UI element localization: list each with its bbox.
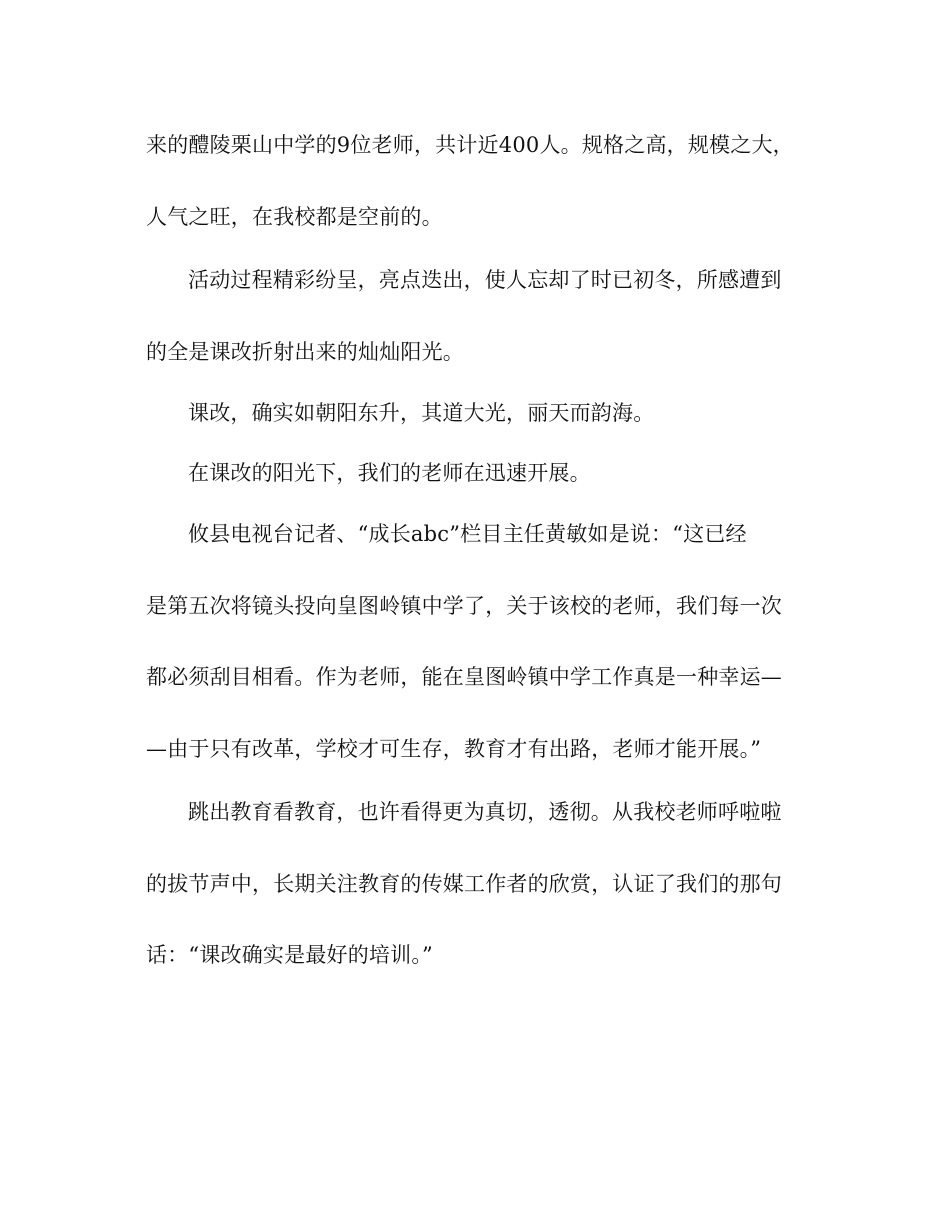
- paragraph-line: 活动过程精彩纷呈，亮点迭出，使人忘却了时已初冬，所感遭到: [188, 268, 782, 292]
- paragraph-line: 课改，确实如朝阳东升，其道大光，丽天而韵海。: [188, 401, 655, 425]
- text-line: 话：“课改确实是最好的培训。”: [146, 943, 433, 967]
- text-line: 是第五次将镜头投向皇图岭镇中学了，关于该校的老师，我们每一次: [146, 594, 782, 618]
- text-line: —由于只有改革，学校才可生存，教育才有出路，老师才能开展。”: [146, 737, 762, 761]
- text-line: 来的醴陵栗山中学的9位老师，共计近400人。规格之高，规模之大，: [146, 133, 794, 157]
- text-line: 的拔节声中，长期关注教育的传媒工作者的欣赏，认证了我们的那句: [146, 872, 782, 896]
- paragraph-line: 攸县电视台记者、“成长abc”栏目主任黄敏如是说：“这已经: [188, 522, 747, 546]
- text-line: 都必须刮目相看。作为老师，能在皇图岭镇中学工作真是一种幸运—: [146, 665, 782, 689]
- paragraph-line: 跳出教育看教育，也许看得更为真切，透彻。从我校老师呼啦啦: [188, 800, 782, 824]
- paragraph-line: 在课改的阳光下，我们的老师在迅速开展。: [188, 461, 591, 485]
- text-line: 的全是课改折射出来的灿灿阳光。: [146, 340, 464, 364]
- text-line: 人气之旺，在我校都是空前的。: [146, 205, 443, 229]
